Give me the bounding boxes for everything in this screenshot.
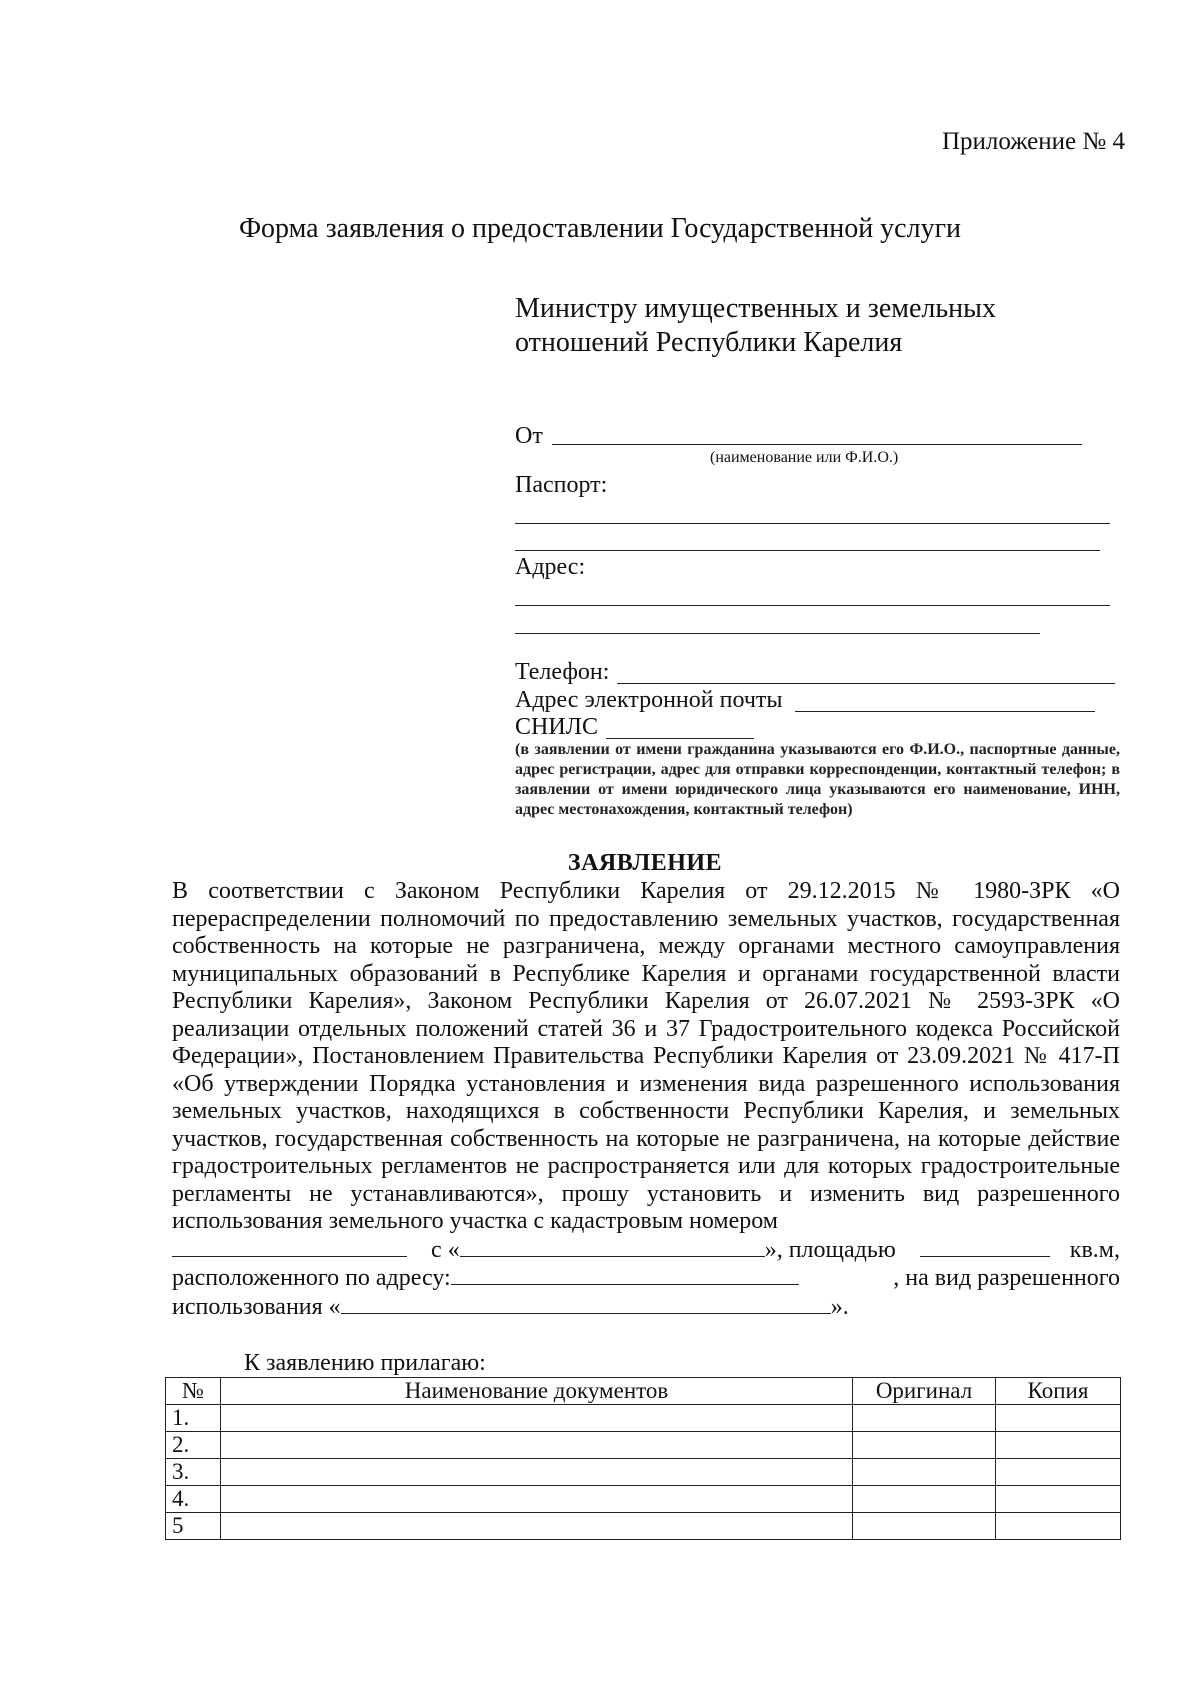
address-label: Адрес: — [515, 554, 586, 580]
use-prefix: использования « — [172, 1293, 341, 1320]
table-row — [166, 1405, 1121, 1432]
from-hint: (наименование или Ф.И.О.) — [710, 449, 899, 466]
col-number: № — [166, 1378, 221, 1405]
email-input-line[interactable] — [795, 711, 1095, 712]
location-row — [172, 1264, 1120, 1293]
cadastral-date-line[interactable] — [460, 1236, 765, 1257]
addressee-block — [515, 292, 996, 360]
passport-line-1[interactable] — [515, 523, 1110, 524]
row-original-cell[interactable] — [853, 1459, 996, 1486]
area-prefix: », площадью — [764, 1236, 896, 1263]
table-row — [166, 1513, 1121, 1540]
row-original-cell[interactable] — [853, 1513, 996, 1540]
location-prefix: расположенного по адресу: — [172, 1265, 451, 1291]
use-suffix: , на вид разрешенного — [893, 1265, 1120, 1291]
statement-title: ЗАЯВЛЕНИЕ — [567, 850, 723, 876]
snils-label: СНИЛС — [515, 714, 598, 740]
table-row — [166, 1459, 1121, 1486]
from-label: От — [515, 423, 543, 449]
row-copy-cell[interactable] — [996, 1432, 1121, 1459]
row-document-cell[interactable] — [221, 1459, 853, 1486]
row-document-cell[interactable] — [221, 1486, 853, 1513]
statement-body — [172, 878, 1120, 1321]
applicant-note: (в заявлении от имени гражданина указываются его Ф.И.О., паспортные данные, адрес регистрации, адрес для отправки корреспонденции, контактный телефон; в заявлении от имени юридического лица указываются его наименование, ИНН, адрес местонахождения, контактный телефон) — [515, 741, 1120, 818]
table-header-row — [166, 1378, 1121, 1405]
col-document-name: Наименование документов — [221, 1378, 853, 1405]
phone-input-line[interactable] — [617, 683, 1115, 684]
passport-label: Паспорт: — [515, 472, 608, 498]
snils-input-line[interactable] — [606, 738, 754, 739]
col-copy: Копия — [996, 1378, 1121, 1405]
use-row — [172, 1293, 1120, 1322]
documents-table — [165, 1377, 1121, 1540]
statement-body-text: В соответствии с Законом Республики Карелия от 29.12.2015 № 1980-ЗРК «О перераспределении полномочий по предоставлению земельных участков, государственная собственность на которые не разграничена, между органами местного самоуправления муниципальных образований в Республике Карелия и органами государственной власти Республики Карелия», Законом Республики Карелия от 26.07.2021 № 2593-ЗРК «О реализации отдельных положений статей 36 и 37 Градостроительного кодекса Российской Федерации», Постановлением Правительства Республики Карелия от 23.09.2021 № 417-П «Об утверждении Порядка установления и изменения вида разрешенного использования земельных участков, находящихся в собственности Республики Карелия, и земельных участков, государственная собственность на которые не разграничена, на которые действие градостроительных регламентов не распространяется или для которых градостроительные регламенты не устанавливаются», прошу установить и изменить вид разрешенного использования земельного участка с кадастровым номером — [172, 878, 1120, 1234]
addressee-line-2: отношений Республики Карелия — [515, 327, 903, 358]
attachments-label: К заявлению прилагаю: — [244, 1350, 486, 1376]
row-document-cell[interactable] — [221, 1513, 853, 1540]
address-line-2[interactable] — [515, 633, 1040, 634]
location-group — [172, 1264, 799, 1293]
row-document-cell[interactable] — [221, 1432, 853, 1459]
use-line[interactable] — [341, 1293, 831, 1314]
area-line[interactable] — [920, 1236, 1050, 1257]
addressee-line-1: Министру имущественных и земельных — [515, 293, 996, 324]
row-copy-cell[interactable] — [996, 1405, 1121, 1432]
area-unit: кв.м, — [1069, 1236, 1120, 1263]
row-number: 1. — [166, 1405, 221, 1432]
row-number: 5 — [166, 1513, 221, 1540]
from-input-line[interactable] — [552, 444, 1082, 445]
email-label: Адрес электронной почты — [515, 687, 783, 713]
table-row — [166, 1486, 1121, 1513]
cadastral-number-line[interactable] — [172, 1236, 407, 1257]
table-row — [166, 1432, 1121, 1459]
row-number: 4. — [166, 1486, 221, 1513]
row-original-cell[interactable] — [853, 1486, 996, 1513]
phone-label: Телефон: — [515, 659, 610, 685]
address-line-1[interactable] — [515, 605, 1110, 606]
row-copy-cell[interactable] — [996, 1459, 1121, 1486]
row-original-cell[interactable] — [853, 1432, 996, 1459]
row-number: 2. — [166, 1432, 221, 1459]
row-copy-cell[interactable] — [996, 1486, 1121, 1513]
date-prefix: с « — [431, 1236, 460, 1263]
appendix-number: Приложение № 4 — [941, 128, 1125, 155]
row-document-cell[interactable] — [221, 1405, 853, 1432]
area-group — [920, 1236, 1120, 1265]
cadastral-date-group — [431, 1236, 896, 1265]
row-number: 3. — [166, 1459, 221, 1486]
form-title: Форма заявления о предоставлении Государственной услуги — [238, 213, 962, 244]
cadastral-row — [172, 1236, 1120, 1265]
row-copy-cell[interactable] — [996, 1513, 1121, 1540]
location-address-line[interactable] — [451, 1264, 799, 1285]
passport-line-2[interactable] — [515, 550, 1100, 551]
col-original: Оригинал — [853, 1378, 996, 1405]
use-end: ». — [830, 1293, 849, 1320]
row-original-cell[interactable] — [853, 1405, 996, 1432]
